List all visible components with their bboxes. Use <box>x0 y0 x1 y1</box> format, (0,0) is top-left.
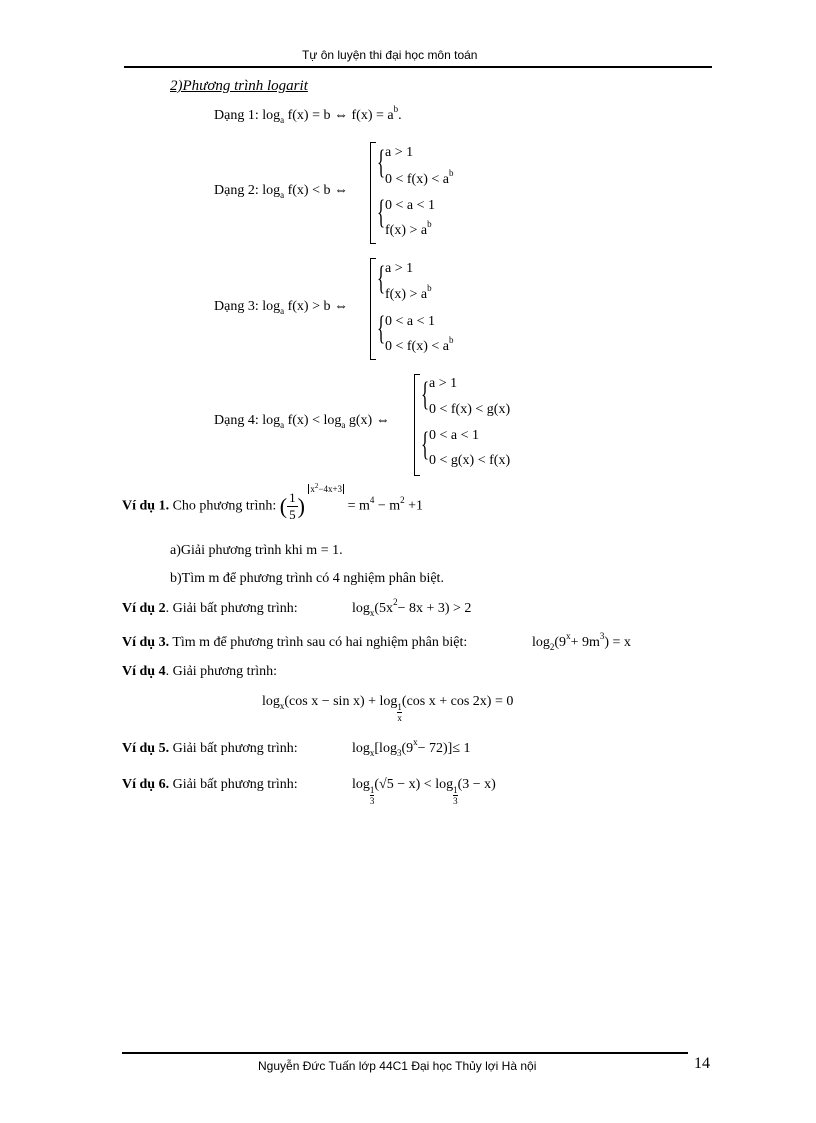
form-3-cond-2 <box>385 283 432 303</box>
example-4-text: . Giải phương trình: <box>165 664 278 679</box>
example-3-log: log <box>532 635 550 650</box>
form-2-cond-3: 0 < a < 1 <box>385 198 436 213</box>
example-5-formula <box>352 737 471 758</box>
example-1 <box>122 481 424 523</box>
form-1-log: log <box>262 108 281 123</box>
example-4-base2-den: x <box>397 713 402 723</box>
form-2-cond-2-exp: b <box>449 168 454 178</box>
form-1 <box>214 104 402 125</box>
form-4-log: log <box>262 413 281 428</box>
example-1-exponent <box>308 481 344 494</box>
example-2-arg2: − 8x + 3) > 2 <box>397 601 472 616</box>
form-2-cond-4-text: f(x) > a <box>385 223 428 238</box>
form-4-brace-top: { <box>421 376 430 413</box>
form-4-base2: a <box>341 420 346 430</box>
example-5 <box>122 741 298 757</box>
example-2-base: x <box>369 608 375 618</box>
example-4-arg1: (cos x − sin x) + log <box>284 694 398 709</box>
example-2-label: Ví dụ 2 <box>122 601 166 616</box>
example-3-argx: x <box>566 631 571 641</box>
example-3-arg4: ) = x <box>604 635 631 650</box>
form-2-base: a <box>280 190 285 200</box>
example-4 <box>122 664 277 680</box>
example-6-arg1: (√5 − x) < log <box>374 777 454 792</box>
form-1-exp: b <box>393 104 399 114</box>
example-6-base2-den: 3 <box>453 796 458 806</box>
form-4-label: Dạng 4: <box>214 413 259 428</box>
example-1-label: Ví dụ 1. <box>122 498 170 514</box>
form-4-cond-3: 0 < a < 1 <box>429 428 480 443</box>
form-2-cond-4-exp: b <box>427 219 432 229</box>
example-1-rhs2: − m <box>377 498 401 514</box>
form-3-brace-bot: { <box>377 310 386 347</box>
section-title: 2)Phương trình logarit <box>170 78 308 94</box>
form-1-tail: . <box>398 108 402 123</box>
example-1-text: Cho phương trình: <box>172 498 277 514</box>
form-3-brace-top: { <box>377 260 386 297</box>
form-3 <box>214 299 348 315</box>
example-3-label: Ví dụ 3. <box>122 635 170 650</box>
example-1-exp-sq: 2 <box>314 481 319 490</box>
example-6-base-num: 1 <box>369 785 375 795</box>
form-4-cond-1: a > 1 <box>429 376 458 391</box>
form-3-cond-4 <box>385 335 454 355</box>
form-3-log: log <box>262 299 281 314</box>
form-4-expr: g(x) ⇔ <box>348 413 390 428</box>
example-5-arg1: [log <box>374 741 397 756</box>
example-1-paren-close: ) <box>297 493 305 519</box>
example-2-argsq: 2 <box>393 597 398 607</box>
example-3-base: 2 <box>549 642 555 652</box>
example-4-base: x <box>279 701 285 711</box>
example-4-formula <box>262 694 513 723</box>
form-3-cond-2-exp: b <box>427 283 432 293</box>
example-6-log: log <box>352 777 370 792</box>
form-2-expr: f(x) < b ⇔ <box>287 183 348 198</box>
form-2-bracket <box>370 142 376 244</box>
example-5-log: log <box>352 741 370 756</box>
example-2-arg1: (5x <box>374 601 394 616</box>
page-header: Tự ôn luyện thi đại học môn toán <box>302 48 478 62</box>
example-2-text: . Giải bất phương trình: <box>165 601 298 616</box>
footer-text: Nguyễn Đức Tuấn lớp 44C1 Đại học Thủy lợi Hà nội <box>258 1059 537 1073</box>
example-5-text: Giải bất phương trình: <box>172 741 298 756</box>
example-5-label: Ví dụ 5. <box>122 741 170 756</box>
example-1-exp-post: −4x+3 <box>318 483 343 494</box>
example-3-formula <box>532 631 631 652</box>
form-2-brace-bot: { <box>377 194 386 231</box>
form-1-base: a <box>280 115 285 125</box>
form-4-base: a <box>280 420 285 430</box>
example-1-part-b: b)Tìm m để phương trình có 4 nghiệm phân biệt. <box>170 571 444 586</box>
example-2-formula <box>352 597 472 618</box>
example-6-base2-num: 1 <box>453 785 458 795</box>
example-1-den: 5 <box>289 507 296 522</box>
example-6-arg2: (3 − x) <box>457 777 496 792</box>
example-6-text: Giải bất phương trình: <box>172 777 298 792</box>
page-number: 14 <box>694 1055 710 1072</box>
form-3-label: Dạng 3: <box>214 299 259 314</box>
example-6-formula <box>352 777 496 806</box>
form-3-cond-3: 0 < a < 1 <box>385 314 436 329</box>
form-3-cond-4-exp: b <box>449 335 454 345</box>
footer-rule <box>122 1052 688 1054</box>
form-1-expr: f(x) = b ⇔ f(x) = a <box>287 108 394 123</box>
form-3-cond-2-text: f(x) > a <box>385 287 428 302</box>
form-2-cond-4 <box>385 219 432 239</box>
form-3-cond-1: a > 1 <box>385 261 414 276</box>
example-3-arg3: 3 <box>599 631 605 641</box>
form-4-cond-4: 0 < g(x) < f(x) <box>429 453 511 468</box>
example-6 <box>122 777 298 793</box>
example-3-arg2: + 9m <box>570 635 600 650</box>
example-1-exp-pre: x <box>310 483 315 494</box>
example-1-fraction <box>287 490 298 523</box>
example-6-label: Ví dụ 6. <box>122 777 170 792</box>
example-5-argx: x <box>413 737 418 747</box>
example-3-text: Tìm m để phương trình sau có hai nghiệm phân biệt: <box>172 635 468 650</box>
form-2 <box>214 183 348 199</box>
form-4-mid: f(x) < log <box>287 413 342 428</box>
header-rule <box>124 66 712 68</box>
form-1-label: Dạng 1: <box>214 108 259 123</box>
form-2-cond-2-text: 0 < f(x) < a <box>385 172 449 187</box>
form-2-cond-1: a > 1 <box>385 145 414 160</box>
example-6-base-den: 3 <box>369 796 375 806</box>
example-4-base2-num: 1 <box>397 702 402 712</box>
example-2 <box>122 601 298 617</box>
example-1-rhs2-exp: 2 <box>400 494 405 505</box>
example-4-label: Ví dụ 4 <box>122 664 166 679</box>
example-1-paren-open: ( <box>279 493 288 519</box>
form-2-cond-2 <box>385 168 454 188</box>
form-2-label: Dạng 2: <box>214 183 259 198</box>
example-4-arg2: (cos x + cos 2x) = 0 <box>401 694 514 709</box>
example-1-part-a: a)Giải phương trình khi m = 1. <box>170 543 343 558</box>
form-4-brace-bot: { <box>421 426 430 463</box>
form-4-cond-2: 0 < f(x) < g(x) <box>429 402 511 417</box>
form-2-log: log <box>262 183 281 198</box>
example-3 <box>122 635 467 651</box>
example-1-rhs1: = m <box>347 498 370 514</box>
example-1-num: 1 <box>289 490 296 505</box>
example-1-rhs3: +1 <box>408 498 424 514</box>
example-1-rhs1-exp: 4 <box>369 494 375 505</box>
example-3-arg1: (9 <box>554 635 567 650</box>
example-5-arg2: (9 <box>401 741 414 756</box>
example-2-log: log <box>352 601 370 616</box>
form-2-brace-top: { <box>377 144 386 181</box>
form-3-expr: f(x) > b ⇔ <box>287 299 348 314</box>
form-3-cond-4-text: 0 < f(x) < a <box>385 339 449 354</box>
example-5-base2: 3 <box>396 748 402 758</box>
example-4-log: log <box>262 694 280 709</box>
form-3-bracket <box>370 258 376 360</box>
example-5-arg3: − 72)]≤ 1 <box>417 741 471 756</box>
form-3-base: a <box>280 306 285 316</box>
example-5-base: x <box>369 748 375 758</box>
form-4 <box>214 413 390 429</box>
form-4-bracket <box>414 374 420 476</box>
